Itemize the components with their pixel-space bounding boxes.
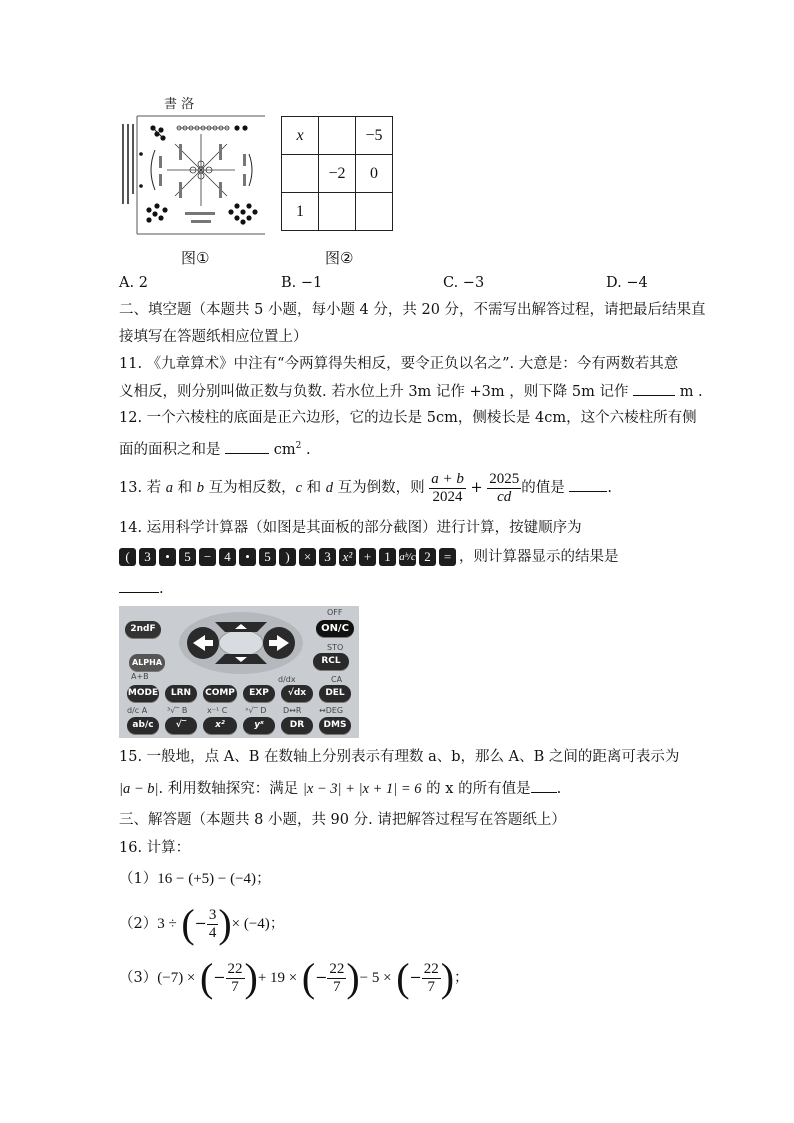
minus-sign: − <box>409 970 422 986</box>
second-function-key: 2ndF <box>125 621 161 638</box>
open-paren: ( <box>181 901 195 946</box>
fraction-numerator: a + b <box>431 470 464 487</box>
q16-part3-end: ； <box>454 970 469 986</box>
q12-unit: cm <box>273 441 296 458</box>
ca-label: CA <box>331 675 343 684</box>
q16-part3-fraction <box>327 961 346 996</box>
ddx-label: d/dx <box>278 675 296 684</box>
q16-part3-fraction <box>422 961 441 996</box>
answer-blank <box>119 578 159 593</box>
key-3: 3 <box>319 548 336 566</box>
fraction-denominator: 2024 <box>432 488 463 505</box>
q16-part3-fraction <box>226 961 245 996</box>
grid-cell <box>319 193 356 231</box>
fraction-numerator: 2025 <box>489 470 520 487</box>
q13-text-a: 13. 若 <box>119 480 162 496</box>
q16-part2-a: 3 ÷ <box>157 916 177 932</box>
answer-blank <box>225 439 269 454</box>
grid-table <box>281 116 393 231</box>
fraction-denominator: cd <box>497 488 512 505</box>
option-c: C. −3 <box>443 275 485 291</box>
magic-square-grid <box>281 116 432 232</box>
mode-key: MODE <box>127 685 159 702</box>
q13-text-d: 和 <box>306 480 322 496</box>
dms-key: DMS <box>319 717 351 734</box>
fraction-numerator: 22 <box>329 960 345 977</box>
fraction-numerator: 22 <box>423 960 439 977</box>
dc-label: d/c A <box>127 706 148 715</box>
q13-text-b: 和 <box>177 480 193 496</box>
q11-value: +3m <box>469 384 505 400</box>
q15-equation: |x − 3| + |x + 1| = 6 <box>302 781 422 797</box>
q15-text-b: . 利用数轴探究：满足 <box>158 781 299 797</box>
square-key: x² <box>203 717 237 734</box>
comp-key: COMP <box>203 685 237 702</box>
q16-title: 16. 计算： <box>119 840 191 856</box>
integral-key: √dx <box>281 685 313 702</box>
key-lparen: ( <box>119 548 136 566</box>
q16-part1-label: （1） <box>119 871 158 887</box>
key-equals: = <box>439 548 456 566</box>
q16-part2-label: （2） <box>119 916 158 932</box>
luoshu-title: 書 洛 <box>164 97 195 112</box>
q13-var-c: c <box>295 480 303 496</box>
q13-plus: + <box>470 480 483 496</box>
close-paren: ) <box>218 901 232 946</box>
q14-line1: 14. 运用科学计算器（如图是其面板的部分截图）进行计算，按键顺序为 <box>119 520 582 536</box>
del-key: DEL <box>319 685 351 702</box>
q15-text-d: 的 x 的所有值是 <box>426 781 531 797</box>
key-plus: + <box>359 548 376 566</box>
cuberoot-label: ³√‾ B <box>167 706 188 715</box>
open-paren: ( <box>301 955 316 1000</box>
sto-label: STO <box>327 643 344 652</box>
minus-sign: − <box>315 970 328 986</box>
key-dot: • <box>239 548 256 566</box>
q13-var-b: b <box>196 480 204 496</box>
grid-cell: 1 <box>282 193 319 231</box>
q12-end: . <box>305 441 311 458</box>
key-fraction: aᵇ/c <box>399 548 416 566</box>
minus-sign: − <box>213 970 226 986</box>
open-paren: ( <box>200 955 214 1000</box>
off-label: OFF <box>327 608 343 617</box>
q16-part1-expression: 16 − (+5) − (−4) <box>157 871 257 887</box>
grid-cell: −5 <box>356 117 393 155</box>
answer-blank <box>569 477 607 492</box>
close-paren: ) <box>440 955 455 1000</box>
q13-var-d: d <box>325 480 334 496</box>
q16-part2-fraction <box>207 907 219 942</box>
on-clear-key: ON/C <box>316 620 354 637</box>
key-1: 1 <box>379 548 396 566</box>
lrn-key: LRN <box>165 685 197 702</box>
figure2-caption: 图② <box>325 249 354 267</box>
key-3: 3 <box>139 548 156 566</box>
key-2: 2 <box>419 548 436 566</box>
option-d: D. −4 <box>606 275 648 291</box>
dr-label: D↔R <box>283 706 302 715</box>
rcl-key: RCL <box>313 653 349 670</box>
arrow-pad <box>177 610 305 676</box>
q13-fraction-2 <box>487 471 521 506</box>
q16-part3-c: − 5 × <box>359 970 392 986</box>
fraction-denominator: 4 <box>208 924 217 941</box>
sqrt-key: √‾ <box>165 717 197 734</box>
grid-cell: 0 <box>356 155 393 193</box>
q13-text-c: 互为相反数， <box>208 480 296 496</box>
figure1-caption: 图① <box>181 249 210 267</box>
section2-header-line1: 二、填空题（本题共 5 小题，每小题 4 分，共 20 分，不需写出解答过程，请把最后结果直 <box>119 302 706 318</box>
grid-cell <box>319 117 356 155</box>
fraction-numerator: 22 <box>227 960 243 977</box>
q15-distance-expr: |a − b| <box>119 781 159 797</box>
q13-text-g: 的值是 <box>521 480 565 496</box>
q11-line1: 11. 《九章算术》中注有“今两算得失相反，要令正负以名之”. 大意是：今有两数若其意 <box>119 356 679 372</box>
key-square: x² <box>339 548 356 566</box>
q16-part1 <box>119 869 271 889</box>
deg-label: ↔DEG <box>319 706 344 715</box>
answer-blank <box>531 778 557 793</box>
answer-blank <box>633 381 675 396</box>
exp-key: EXP <box>243 685 275 702</box>
dr-key: DR <box>281 717 313 734</box>
key-5: 5 <box>259 548 276 566</box>
q12-text: 面的面积之和是 <box>119 441 221 458</box>
q13-end: . <box>607 480 612 496</box>
q16-part1-end: ； <box>256 871 271 887</box>
fraction-key: ab/c <box>127 717 159 734</box>
calculator-panel <box>119 606 359 738</box>
inverse-label: x⁻¹ C <box>207 706 228 715</box>
key-rparen: ) <box>279 548 296 566</box>
fraction-denominator: 7 <box>231 978 239 995</box>
alpha-key: ALPHA <box>129 654 165 671</box>
close-paren: ) <box>244 955 258 1000</box>
q12-line2 <box>119 436 311 460</box>
section2-header-line2: 接填写在答题纸相应位置上） <box>119 329 308 345</box>
xroot-label: ˣ√‾ D <box>245 706 267 715</box>
minus-sign: − <box>194 916 207 932</box>
fraction-denominator: 7 <box>333 978 341 995</box>
q13-line <box>119 468 612 508</box>
q16-part3-label: （3） <box>119 970 158 986</box>
grid-cell: x <box>282 117 319 155</box>
power-key: yˣ <box>243 717 275 734</box>
key-4: 4 <box>219 548 236 566</box>
grid-cell <box>282 155 319 193</box>
open-paren: ( <box>396 955 410 1000</box>
q14-end: . <box>159 581 164 597</box>
key-5: 5 <box>179 548 196 566</box>
ab-label: A+B <box>131 672 149 681</box>
q15-line2 <box>119 778 561 799</box>
option-b: B. −1 <box>281 275 323 291</box>
q14-key-sequence <box>119 547 619 567</box>
q16-part3-b: + 19 × <box>257 970 298 986</box>
q11-text-a: 义相反，则分别叫做正数与负数. 若水位上升 3m 记作 <box>119 384 465 400</box>
section3-header: 三、解答题（本题共 8 小题，共 90 分. 请把解答过程写在答题纸上） <box>119 812 566 828</box>
key-times: × <box>299 548 316 566</box>
q13-fraction-1 <box>429 471 466 506</box>
q15-line1: 15. 一般地，点 A、B 在数轴上分别表示有理数 a、b，那么 A、B 之间的距离可表示为 <box>119 749 680 765</box>
q16-part2-b: × (−4) <box>231 916 270 932</box>
q12-line1: 12. 一个六棱柱的底面是正六边形，它的边长是 5cm，侧棱长是 4cm，这个六棱柱所有侧 <box>119 410 697 426</box>
q13-var-a: a <box>165 480 174 496</box>
q16-part3-a: (−7) × <box>157 970 196 986</box>
close-paren: ) <box>346 955 360 1000</box>
option-a: A. 2 <box>119 275 148 291</box>
q11-unit: m . <box>679 384 703 400</box>
q14-line3 <box>119 578 164 599</box>
q11-text-c: ，则下降 5m 记作 <box>509 384 629 400</box>
q11-line2 <box>119 381 703 402</box>
q16-part2-end: ； <box>269 916 285 932</box>
fraction-numerator: 3 <box>208 906 217 923</box>
key-minus: − <box>199 548 216 566</box>
q15-end: . <box>556 781 562 797</box>
fraction-denominator: 7 <box>427 978 435 995</box>
q13-text-e: 互为倒数，则 <box>337 480 425 496</box>
q16-part2 <box>119 902 284 946</box>
key-dot: • <box>159 548 176 566</box>
q12-unit-exponent: 2 <box>295 441 302 451</box>
grid-cell <box>356 193 393 231</box>
grid-cell: −2 <box>319 155 356 193</box>
q14-tail: ，则计算器显示的结果是 <box>459 549 619 565</box>
luoshu-figure <box>119 94 265 236</box>
q16-part3 <box>119 956 469 1000</box>
